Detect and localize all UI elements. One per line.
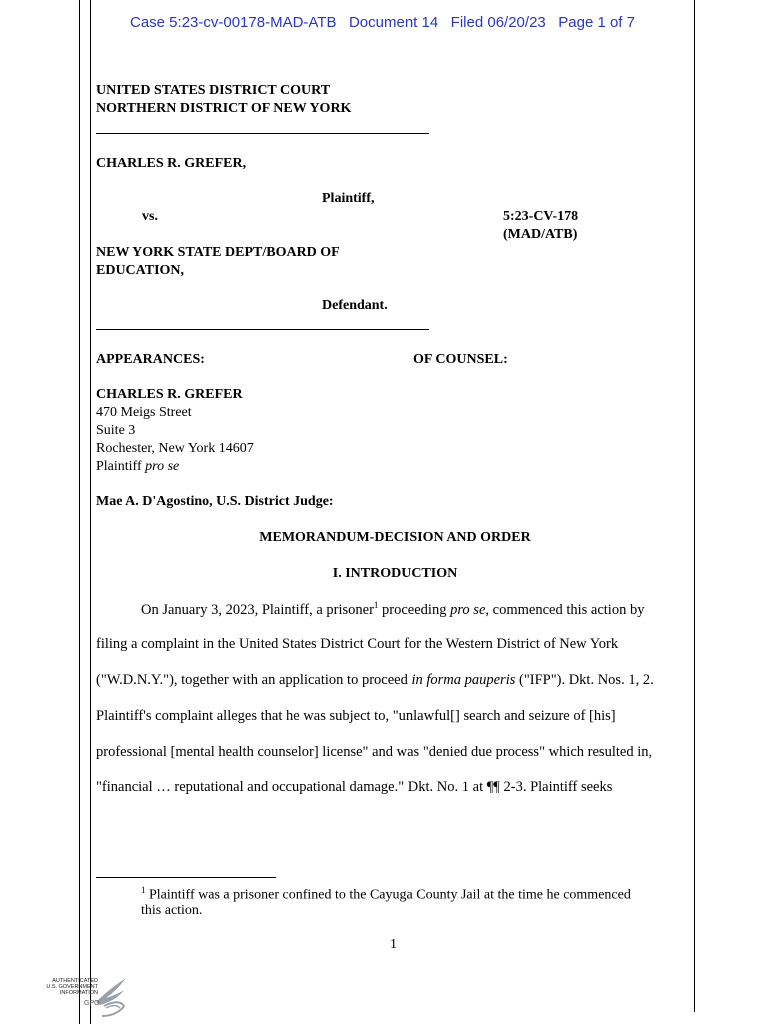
caption-bottom-rule: [96, 329, 429, 330]
address-street: 470 Meigs Street: [96, 405, 192, 420]
body-line-3: [96, 672, 654, 689]
address-city: Rochester, New York 14607: [96, 441, 254, 456]
seal-mark: GPO: [84, 1000, 100, 1007]
body-italic: pro se: [450, 601, 486, 618]
body-text: ("W.D.N.Y."), together with an application to proceed: [96, 672, 412, 688]
seal-text-line: AUTHENTICATED: [52, 978, 98, 984]
court-district: NORTHERN DISTRICT OF NEW YORK: [96, 101, 352, 116]
body-line-2: filing a complaint in the United States District Court for the Western District of New York: [96, 636, 619, 652]
case-number: 5:23-CV-178: [503, 209, 579, 224]
body-text: , commenced this action by: [485, 601, 645, 618]
document-title: MEMORANDUM-DECISION AND ORDER: [259, 530, 531, 545]
gpo-authentication-seal: [40, 972, 132, 1020]
defendant-name-cont: EDUCATION,: [96, 263, 185, 278]
versus: vs.: [142, 209, 158, 224]
of-counsel-label: OF COUNSEL:: [413, 352, 508, 367]
appearances-label: APPEARANCES:: [96, 352, 205, 367]
footnote-line-1: [141, 885, 631, 904]
appearance-role-prefix: Plaintiff: [96, 459, 146, 474]
defendant-role: Defendant.: [322, 298, 388, 313]
body-text: proceeding: [378, 601, 451, 618]
caption-top-rule: [96, 133, 429, 134]
address-suite: Suite 3: [96, 423, 136, 438]
footnote-mark: 1: [141, 885, 146, 895]
footnote-reference[interactable]: 1: [373, 600, 379, 610]
right-margin-line: [694, 0, 695, 1012]
eagle-icon: [90, 972, 130, 1018]
body-text: ("IFP"). Dkt. Nos. 1, 2.: [515, 672, 654, 688]
body-italic: in forma pauperis: [411, 672, 516, 688]
footnote-text: Plaintiff was a prisoner confined to the Cayuga County Jail at the time he commenced: [145, 887, 631, 903]
defendant-name: NEW YORK STATE DEPT/BOARD OF: [96, 245, 340, 260]
seal-text-line: U.S. GOVERNMENT: [46, 984, 98, 990]
court-name: UNITED STATES DISTRICT COURT: [96, 83, 331, 98]
seal-text-line: INFORMATION: [59, 990, 98, 996]
plaintiff-role: Plaintiff,: [322, 191, 375, 206]
plaintiff-name: CHARLES R. GREFER,: [96, 156, 247, 171]
body-line-4: Plaintiff's complaint alleges that he was subject to, "unlawful[] search and seizure of [his]: [96, 708, 616, 724]
appearance-role: [96, 459, 179, 475]
footnote-separator: [96, 877, 276, 878]
footnote-line-2: this action.: [141, 903, 203, 918]
judge-initials: (MAD/ATB): [503, 227, 578, 242]
filing-header-stamp: Case 5:23-cv-00178-MAD-ATB Document 14 Filed 06/20/23 Page 1 of 7: [130, 14, 635, 31]
left-margin-line-inner: [90, 0, 91, 1024]
appearance-name: CHARLES R. GREFER: [96, 387, 243, 402]
body-line-6: "financial … reputational and occupational damage." Dkt. No. 1 at ¶¶ 2-3. Plaintiff seeks: [96, 779, 613, 795]
body-text: On January 3, 2023, Plaintiff, a prisoner: [141, 601, 374, 618]
section-heading: I. INTRODUCTION: [332, 566, 458, 581]
body-line-5: professional [mental health counselor] license" and was "denied due process" which resulted in,: [96, 744, 653, 760]
judge-line: Mae A. D'Agostino, U.S. District Judge:: [96, 494, 334, 509]
page-number: 1: [390, 937, 397, 952]
body-line-1: [141, 600, 644, 619]
appearance-role-italic: pro se: [145, 459, 180, 474]
left-margin-line: [79, 0, 80, 1024]
